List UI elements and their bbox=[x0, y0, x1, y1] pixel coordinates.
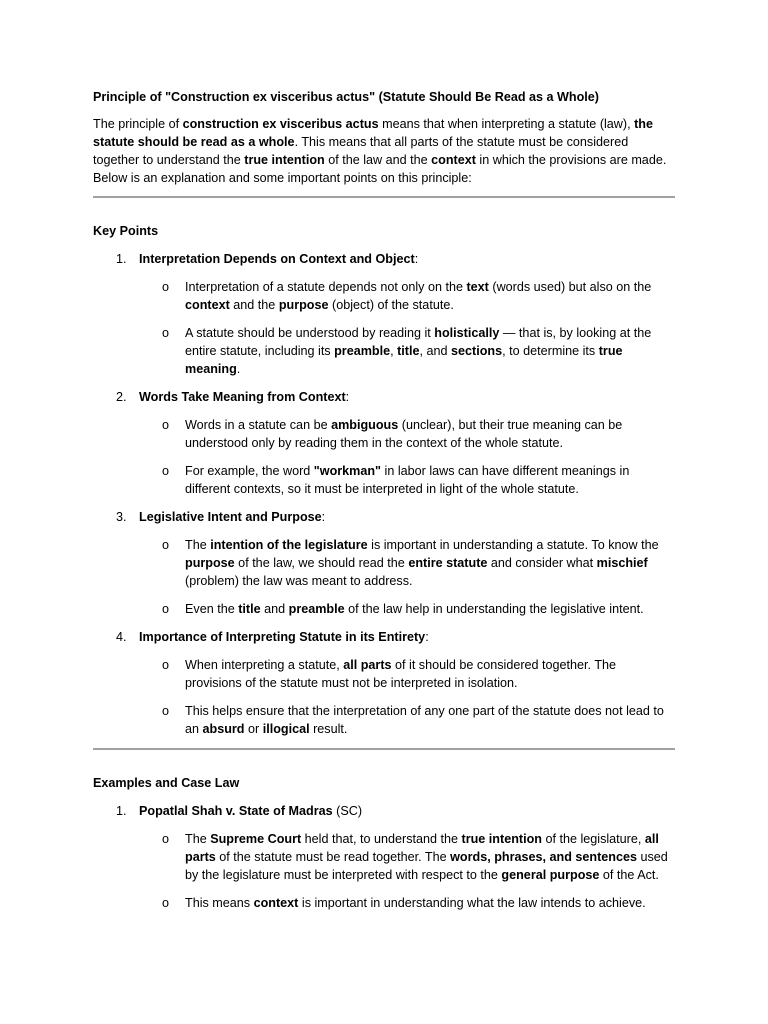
sub-point bbox=[93, 702, 675, 738]
section-divider bbox=[93, 748, 675, 750]
bold-text: true intention bbox=[461, 832, 542, 846]
bold-text: title bbox=[238, 602, 261, 616]
bold-text: purpose bbox=[278, 298, 329, 312]
sub-point bbox=[93, 600, 675, 618]
text-run: of it should be considered together. The provisions of the statute must not be interpreted in isolation. bbox=[185, 658, 617, 690]
text-run: used by the legislature must be interpreted with respect to the bbox=[185, 850, 668, 882]
text-run: : bbox=[321, 510, 326, 524]
sub-point bbox=[93, 416, 675, 452]
bold-text: Supreme Court bbox=[210, 832, 302, 846]
text-run: When interpreting a statute, bbox=[185, 658, 344, 672]
text-run: of the Act. bbox=[599, 868, 659, 882]
text-run: : bbox=[345, 390, 350, 404]
text-run: in which the provisions are made. Below is an explanation and some important points on this principle: bbox=[93, 153, 667, 185]
text-run: means that when interpreting a statute (law), bbox=[378, 117, 635, 131]
text-run: The bbox=[185, 538, 211, 552]
item-number: 2. bbox=[116, 390, 127, 404]
sub-point bbox=[93, 656, 675, 692]
bold-text: all parts bbox=[343, 658, 392, 672]
section-divider bbox=[93, 196, 675, 198]
sub-point-text bbox=[185, 536, 675, 590]
bullet-marker: o bbox=[162, 326, 170, 340]
text-run: is important in understanding a statute. To know the bbox=[367, 538, 659, 552]
text-run: of the legislature, bbox=[541, 832, 645, 846]
sub-point bbox=[93, 324, 675, 378]
bold-text: Words Take Meaning from Context bbox=[139, 390, 346, 404]
bold-text: Interpretation Depends on Context and Object bbox=[139, 252, 415, 266]
text-run: (unclear), but their true meaning can be understood only by reading them in the context of the whole statute. bbox=[185, 418, 623, 450]
item-heading bbox=[139, 802, 362, 820]
bullet-marker: o bbox=[162, 658, 170, 672]
bold-text: purpose bbox=[185, 556, 235, 570]
item-heading-row bbox=[93, 508, 675, 526]
bold-text: mischief bbox=[596, 556, 648, 570]
bold-text: preamble bbox=[288, 602, 345, 616]
item-heading bbox=[139, 388, 349, 406]
sub-point-text bbox=[185, 416, 675, 452]
sub-point-list bbox=[93, 656, 675, 738]
bold-text: absurd bbox=[202, 722, 245, 736]
item-heading-row bbox=[93, 628, 675, 646]
intro-paragraph bbox=[93, 115, 675, 187]
text-run: — that is, by looking at the entire statute, including its bbox=[185, 326, 652, 358]
bold-text: preamble bbox=[334, 344, 391, 358]
text-run: This helps ensure that the interpretation of any one part of the statute does not lead to an bbox=[185, 704, 664, 736]
document-body bbox=[93, 88, 675, 922]
bold-text: text bbox=[466, 280, 489, 294]
sub-point-text bbox=[185, 600, 675, 618]
bold-text: the statute should be read as a whole bbox=[93, 117, 653, 149]
sub-point bbox=[93, 536, 675, 590]
sub-point bbox=[93, 278, 675, 314]
bold-text: Popatlal Shah v. State of Madras bbox=[139, 804, 333, 818]
sub-point-list bbox=[93, 278, 675, 378]
sub-point-text bbox=[185, 830, 675, 884]
numbered-item bbox=[93, 628, 675, 738]
bold-text: true intention bbox=[244, 153, 325, 167]
text-run: of the law help in understanding the legislative intent. bbox=[344, 602, 644, 616]
examples-list bbox=[93, 802, 675, 912]
text-run: The principle of bbox=[93, 117, 183, 131]
text-run: (SC) bbox=[332, 804, 363, 818]
bold-text: construction ex visceribus actus bbox=[182, 117, 379, 131]
sub-point-text bbox=[185, 656, 675, 692]
sub-point-text bbox=[185, 324, 675, 378]
sub-point-text bbox=[185, 894, 675, 912]
text-run: held that, to understand the bbox=[301, 832, 462, 846]
numbered-item bbox=[93, 388, 675, 498]
text-run: For example, the word bbox=[185, 464, 314, 478]
bold-text: context bbox=[185, 298, 230, 312]
text-run: and the bbox=[229, 298, 279, 312]
bold-text: title bbox=[397, 344, 420, 358]
sub-point-text bbox=[185, 702, 675, 738]
text-run: (words used) but also on the bbox=[488, 280, 652, 294]
text-run: . bbox=[236, 362, 241, 376]
examples-heading: Examples and Case Law bbox=[93, 776, 240, 790]
item-heading bbox=[139, 628, 429, 646]
bullet-marker: o bbox=[162, 538, 170, 552]
bold-text: sections bbox=[451, 344, 503, 358]
text-run: , bbox=[390, 344, 398, 358]
item-number: 3. bbox=[116, 510, 127, 524]
key-points-heading: Key Points bbox=[93, 224, 159, 238]
text-run: is important in understanding what the law intends to achieve. bbox=[298, 896, 646, 910]
text-run: , and bbox=[419, 344, 452, 358]
text-run: and consider what bbox=[487, 556, 597, 570]
text-run: The bbox=[185, 832, 211, 846]
text-run: Even the bbox=[185, 602, 239, 616]
item-heading-row bbox=[93, 388, 675, 406]
text-run: : bbox=[414, 252, 419, 266]
text-run: or bbox=[244, 722, 263, 736]
key-points-list bbox=[93, 250, 675, 738]
item-heading bbox=[139, 250, 418, 268]
numbered-item bbox=[93, 802, 675, 912]
sub-point-list bbox=[93, 416, 675, 498]
bullet-marker: o bbox=[162, 704, 170, 718]
bold-text: holistically bbox=[434, 326, 500, 340]
text-run: . This means that all parts of the statute must be considered together to understand the bbox=[93, 135, 629, 167]
bold-text: all parts bbox=[185, 832, 659, 864]
text-run: , to determine its bbox=[502, 344, 599, 358]
numbered-item bbox=[93, 250, 675, 378]
text-run: result. bbox=[309, 722, 348, 736]
bold-text: Legislative Intent and Purpose bbox=[139, 510, 322, 524]
bold-text: illogical bbox=[262, 722, 310, 736]
sub-point bbox=[93, 462, 675, 498]
numbered-item bbox=[93, 508, 675, 618]
sub-point-list bbox=[93, 830, 675, 912]
item-heading bbox=[139, 508, 325, 526]
bullet-marker: o bbox=[162, 464, 170, 478]
item-number: 1. bbox=[116, 252, 127, 266]
text-run: (problem) the law was meant to address. bbox=[185, 574, 413, 588]
text-run: A statute should be understood by reading it bbox=[185, 326, 435, 340]
sub-point bbox=[93, 830, 675, 884]
bullet-marker: o bbox=[162, 896, 170, 910]
sub-point-text bbox=[185, 278, 675, 314]
text-run: Words in a statute can be bbox=[185, 418, 332, 432]
text-run: in labor laws can have different meanings in different contexts, so it must be interpreted in light of the whole statute. bbox=[185, 464, 630, 496]
text-run: of the statute must be read together. The bbox=[215, 850, 451, 864]
bold-text: context bbox=[431, 153, 476, 167]
bold-text: general purpose bbox=[501, 868, 600, 882]
bullet-marker: o bbox=[162, 418, 170, 432]
text-run: of the law, we should read the bbox=[234, 556, 409, 570]
sub-point-text bbox=[185, 462, 675, 498]
bold-text: context bbox=[253, 896, 299, 910]
bullet-marker: o bbox=[162, 280, 170, 294]
item-number: 4. bbox=[116, 630, 127, 644]
text-run: This means bbox=[185, 896, 254, 910]
bold-text: Importance of Interpreting Statute in its Entirety bbox=[139, 630, 426, 644]
text-run: and bbox=[260, 602, 289, 616]
bold-text: ambiguous bbox=[331, 418, 399, 432]
bullet-marker: o bbox=[162, 832, 170, 846]
document-title: Principle of "Construction ex visceribus actus" (Statute Should Be Read as a Whole) bbox=[93, 90, 599, 104]
text-run: (object) of the statute. bbox=[328, 298, 454, 312]
bold-text: true meaning bbox=[185, 344, 623, 376]
sub-point bbox=[93, 894, 675, 912]
item-heading-row bbox=[93, 802, 675, 820]
text-run: : bbox=[425, 630, 429, 644]
item-heading-row bbox=[93, 250, 675, 268]
bold-text: "workman" bbox=[313, 464, 382, 478]
bold-text: words, phrases, and sentences bbox=[450, 850, 637, 864]
text-run: Interpretation of a statute depends not only on the bbox=[185, 280, 467, 294]
bullet-marker: o bbox=[162, 602, 170, 616]
bold-text: intention of the legislature bbox=[210, 538, 368, 552]
item-number: 1. bbox=[116, 804, 127, 818]
bold-text: entire statute bbox=[408, 556, 488, 570]
text-run: of the law and the bbox=[324, 153, 432, 167]
sub-point-list bbox=[93, 536, 675, 618]
